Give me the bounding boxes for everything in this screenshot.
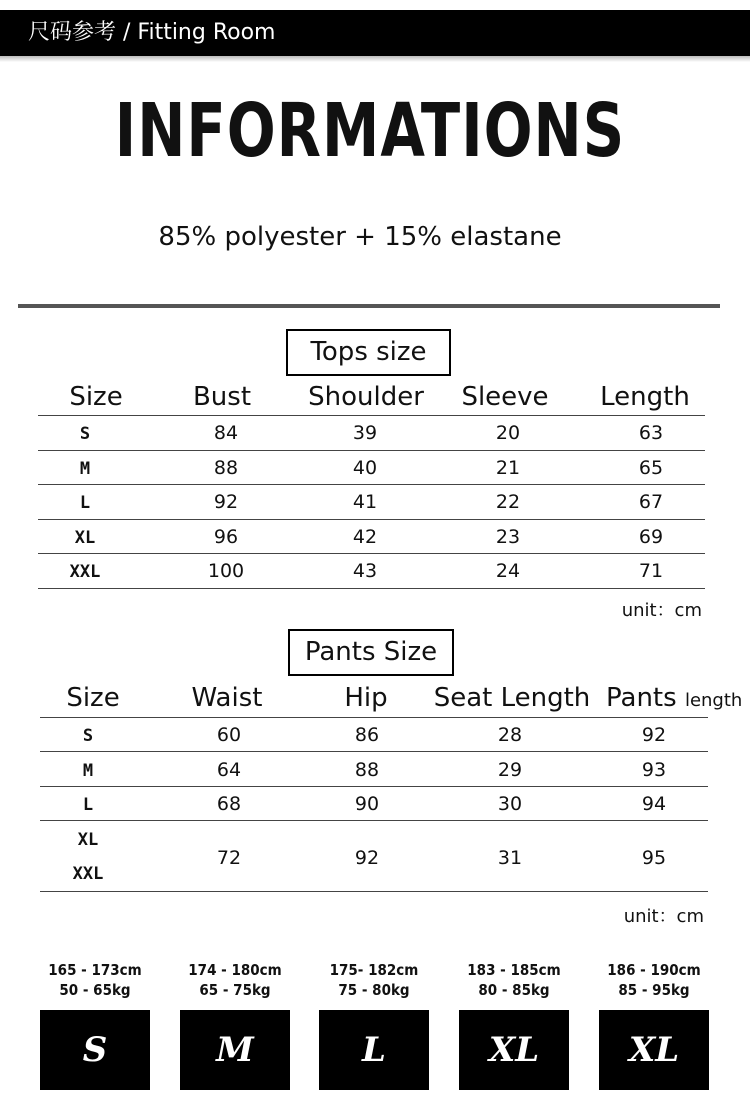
fit-weight: 85 - 95kg (618, 981, 690, 999)
pants-header-waist: Waist (191, 683, 263, 713)
pants-header-hip: Hip (344, 683, 388, 713)
tops-cell: 23 (495, 526, 521, 548)
tops-cell: 69 (638, 526, 664, 548)
pants-rule (40, 717, 708, 718)
fit-card (309, 960, 439, 1090)
tops-rule (38, 450, 705, 451)
tops-cell: 100 (207, 560, 245, 582)
page-title: INFORMATIONS (114, 89, 626, 175)
tops-title: Tops size (286, 329, 451, 376)
pants-header-seat-length: Seat Length (433, 683, 591, 713)
tops-cell: 84 (213, 422, 239, 444)
tops-cell-size: L (79, 493, 91, 513)
fit-weight: 50 - 65kg (59, 981, 131, 999)
fit-height: 183 - 185cm (467, 961, 561, 979)
tops-cell: 96 (213, 526, 239, 548)
fit-card (30, 960, 160, 1090)
tops-rule (38, 519, 705, 520)
header-shadow (0, 56, 750, 62)
fit-weight: 80 - 85kg (478, 981, 550, 999)
pants-rule (40, 786, 708, 787)
pants-header-size: Size (66, 683, 120, 713)
tops-cell: 21 (495, 457, 521, 479)
pants-rule (40, 820, 708, 821)
tops-header-size: Size (69, 382, 123, 412)
pants-cell: 94 (641, 793, 667, 815)
tops-cell: 24 (495, 560, 521, 582)
fit-size-badge: M (180, 1010, 290, 1090)
pants-cell: 28 (497, 724, 523, 746)
fit-weight: 75 - 80kg (338, 981, 410, 999)
pants-cell: 31 (497, 847, 523, 869)
pants-cell-size: L (82, 795, 94, 815)
fit-size-badge: XL (459, 1010, 569, 1090)
tops-rule (38, 553, 705, 554)
pants-cell: 88 (354, 759, 380, 781)
tops-unit: unit：cm (621, 600, 702, 621)
tops-cell: 88 (213, 457, 239, 479)
tops-cell-size: XXL (69, 562, 101, 582)
pants-title: Pants Size (288, 629, 454, 676)
pants-header-length-suffix: length (684, 690, 743, 711)
tops-header-bust: Bust (192, 382, 252, 412)
tops-rule (38, 484, 705, 485)
fit-size-badge: XL (599, 1010, 709, 1090)
pants-cell: 29 (497, 759, 523, 781)
header-bar (0, 10, 750, 56)
divider (18, 304, 720, 308)
pants-cell: 95 (641, 847, 667, 869)
pants-cell: 92 (641, 724, 667, 746)
tops-rule (38, 588, 705, 589)
pants-header-pants-length (606, 681, 746, 718)
fit-size-badge: S (40, 1010, 150, 1090)
tops-cell-size: S (79, 424, 91, 444)
fit-height: 174 - 180cm (188, 961, 282, 979)
pants-cell: 90 (354, 793, 380, 815)
tops-cell: 20 (495, 422, 521, 444)
pants-rule (40, 751, 708, 752)
fit-card (449, 960, 579, 1090)
pants-cell-size: M (82, 761, 94, 781)
fit-card (589, 960, 719, 1090)
tops-header-length: Length (600, 382, 690, 412)
tops-cell: 41 (352, 491, 378, 513)
fit-height: 175- 182cm (329, 961, 419, 979)
tops-cell: 22 (495, 491, 521, 513)
tops-header-sleeve: Sleeve (461, 382, 549, 412)
pants-rule (40, 891, 708, 892)
tops-cell: 65 (638, 457, 664, 479)
pants-cell: 93 (641, 759, 667, 781)
header-title: 尺码参考 / Fitting Room (28, 20, 276, 45)
tops-cell: 42 (352, 526, 378, 548)
tops-cell: 67 (638, 491, 664, 513)
fit-size-badge: L (319, 1010, 429, 1090)
tops-cell: 92 (213, 491, 239, 513)
tops-cell: 63 (638, 422, 664, 444)
tops-cell-size: M (79, 459, 91, 479)
tops-cell: 43 (352, 560, 378, 582)
fit-weight: 65 - 75kg (199, 981, 271, 999)
tops-cell: 40 (352, 457, 378, 479)
pants-cell: 68 (216, 793, 242, 815)
pants-cell: 72 (216, 847, 242, 869)
tops-header-shoulder: Shoulder (308, 382, 424, 412)
pants-cell: 30 (497, 793, 523, 815)
pants-cell: 64 (216, 759, 242, 781)
tops-rule (38, 415, 705, 416)
pants-cell-size: S (82, 726, 94, 746)
pants-unit: unit：cm (623, 906, 704, 927)
tops-cell: 39 (352, 422, 378, 444)
pants-cell: 86 (354, 724, 380, 746)
fit-height: 186 - 190cm (607, 961, 701, 979)
tops-cell: 71 (638, 560, 664, 582)
pants-cell-size: XXL (72, 864, 104, 884)
pants-cell: 60 (216, 724, 242, 746)
pants-header-pants: Pants (606, 683, 677, 713)
pants-cell-size: XL (77, 830, 99, 850)
fit-card (170, 960, 300, 1090)
pants-cell: 92 (354, 847, 380, 869)
fit-height: 165 - 173cm (48, 961, 142, 979)
material-text: 85% polyester + 15% elastane (158, 222, 562, 252)
tops-cell-size: XL (74, 528, 96, 548)
